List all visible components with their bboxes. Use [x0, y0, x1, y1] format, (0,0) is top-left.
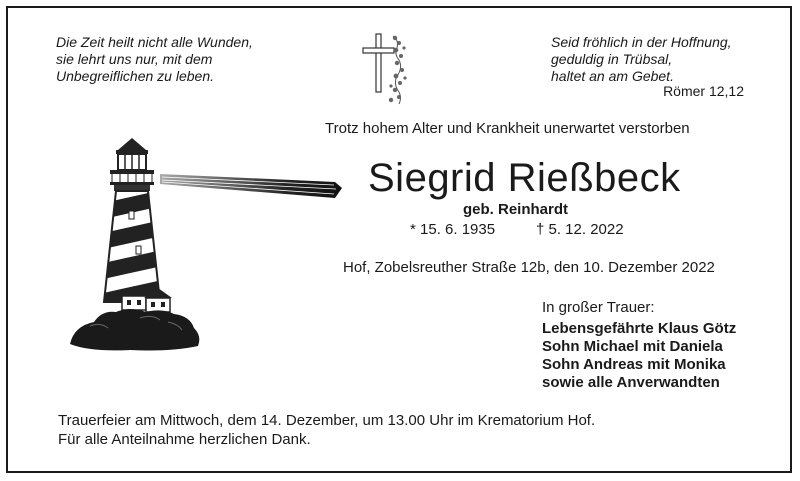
quote-source: Römer 12,12	[663, 83, 744, 99]
quote-right	[551, 34, 751, 85]
footer	[58, 411, 758, 449]
birth-date: * 15. 6. 1935	[410, 221, 496, 238]
quote-right-line: geduldig in Trübsal,	[551, 51, 673, 67]
death-date: † 5. 12. 2022	[536, 221, 624, 238]
cross-with-ivy-icon	[355, 28, 415, 106]
quote-left	[56, 34, 306, 85]
maiden-name: geb. Reinhardt	[463, 201, 569, 218]
intro-text: Trotz hohem Alter und Krankheit unerwartet verstorben	[325, 120, 690, 137]
mourner-name: Sohn Andreas mit Monika	[542, 356, 726, 373]
mourner-name: sowie alle Anverwandten	[542, 374, 720, 391]
thanks-line: Für alle Anteilnahme herzlichen Dank.	[58, 431, 311, 448]
quote-right-line: haltet an am Gebet.	[551, 68, 674, 84]
funeral-info: Trauerfeier am Mittwoch, dem 14. Dezember, um 13.00 Uhr im Krematorium Hof.	[58, 412, 596, 429]
quote-right-line: Seid fröhlich in der Hoffnung,	[551, 34, 732, 50]
deceased-name: Siegrid Rießbeck	[368, 156, 681, 200]
place-and-date: Hof, Zobelsreuther Straße 12b, den 10. Dezember 2022	[343, 259, 715, 276]
lighthouse-illustration	[50, 136, 350, 356]
mourner-name: Lebensgefährte Klaus Götz	[542, 320, 737, 337]
quote-left-line: Die Zeit heilt nicht alle Wunden,	[56, 34, 253, 50]
mourner-name: Sohn Michael mit Daniela	[542, 338, 723, 355]
quote-left-line: Unbegreiflichen zu leben.	[56, 68, 214, 84]
quote-left-line: sie lehrt uns nur, mit dem	[56, 51, 213, 67]
mourners-list	[542, 320, 762, 392]
mourners-heading: In großer Trauer:	[542, 299, 655, 316]
